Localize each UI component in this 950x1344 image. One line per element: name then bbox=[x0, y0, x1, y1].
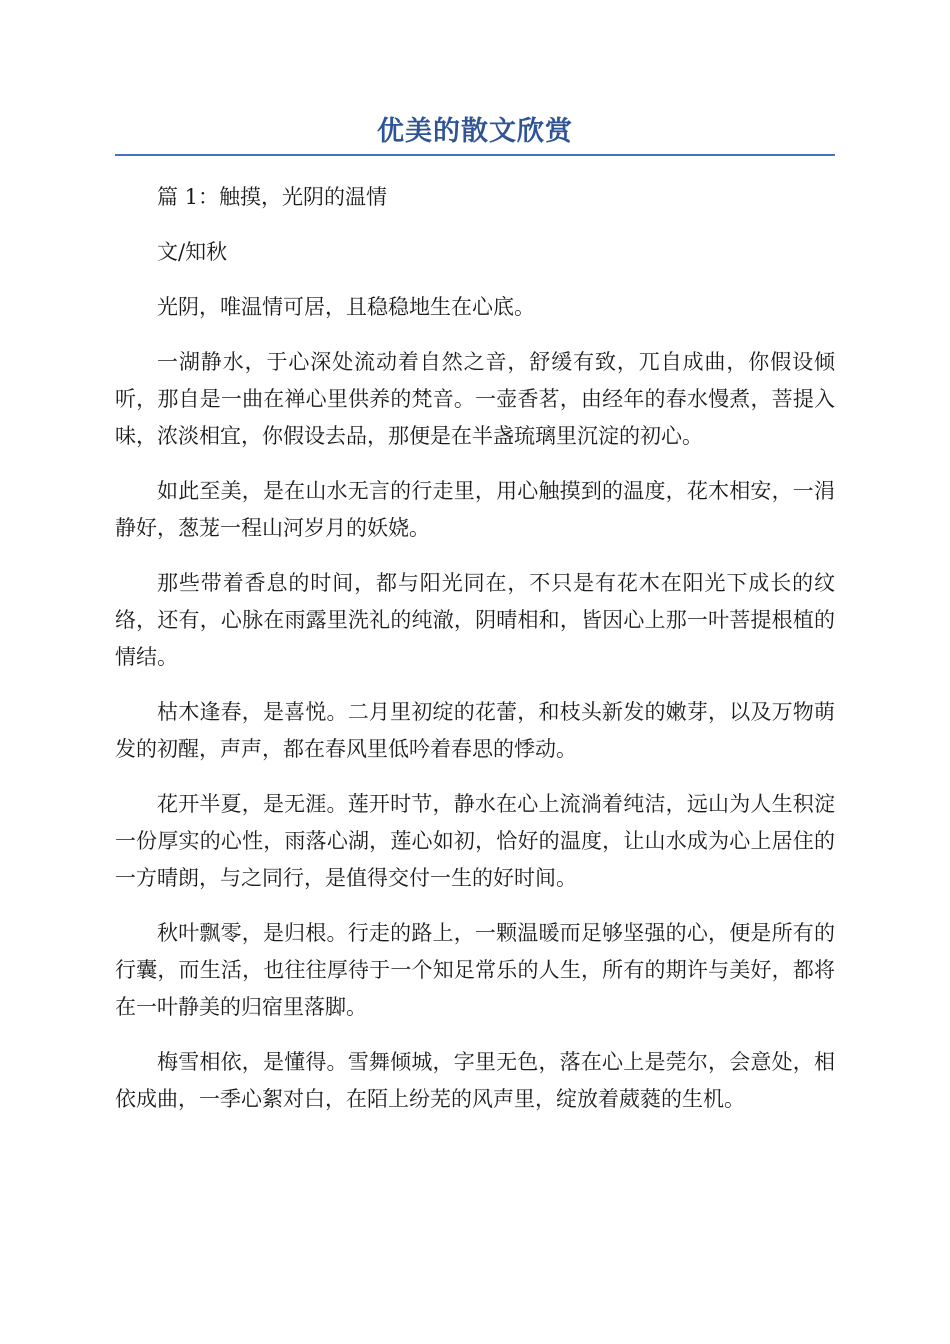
document-page bbox=[115, 112, 835, 1136]
paragraph: 一湖静水，于心深处流动着自然之音，舒缓有致，兀自成曲，你假设倾听，那自是一曲在禅心里供养的梵音。一壶香茗，由经年的春水慢煮，菩提入味，浓淡相宜，你假设去品，那便是在半盏琉璃里沉淀的初心。 bbox=[115, 350, 835, 448]
document-title: 优美的散文欣赏 bbox=[115, 112, 835, 156]
paragraph: 枯木逢春，是喜悦。二月里初绽的花蕾，和枝头新发的嫩芽，以及万物萌发的初醒，声声，都在春风里低吟着春思的悸动。 bbox=[115, 700, 835, 761]
chapter-heading: 篇 1：触摸，光阴的温情 bbox=[157, 185, 388, 209]
paragraph: 如此至美，是在山水无言的行走里，用心触摸到的温度，花木相安，一涓静好，葱茏一程山河岁月的妖娆。 bbox=[115, 479, 835, 540]
paragraph: 花开半夏，是无涯。莲开时节，静水在心上流淌着纯洁，远山为人生积淀一份厚实的心性，雨落心湖，莲心如初，恰好的温度，让山水成为心上居住的一方晴朗，与之同行，是值得交付一生的好时间。 bbox=[115, 792, 835, 890]
paragraph: 梅雪相依，是懂得。雪舞倾城，字里无色，落在心上是莞尔，会意处，相依成曲，一季心絮对白，在陌上纷芜的风声里，绽放着葳蕤的生机。 bbox=[115, 1050, 835, 1111]
paragraph: 那些带着香息的时间，都与阳光同在，不只是有花木在阳光下成长的纹络，还有，心脉在雨露里洗礼的纯澈，阴晴相和，皆因心上那一叶菩提根植的情结。 bbox=[115, 571, 835, 669]
paragraph: 秋叶飘零，是归根。行走的路上，一颗温暖而足够坚强的心，便是所有的行囊，而生活，也往往厚待于一个知足常乐的人生，所有的期许与美好，都将在一叶静美的归宿里落脚。 bbox=[115, 921, 835, 1019]
author-line: 文/知秋 bbox=[157, 240, 228, 264]
document-body bbox=[115, 179, 835, 1118]
paragraph: 光阴，唯温情可居，且稳稳地生在心底。 bbox=[157, 295, 535, 319]
